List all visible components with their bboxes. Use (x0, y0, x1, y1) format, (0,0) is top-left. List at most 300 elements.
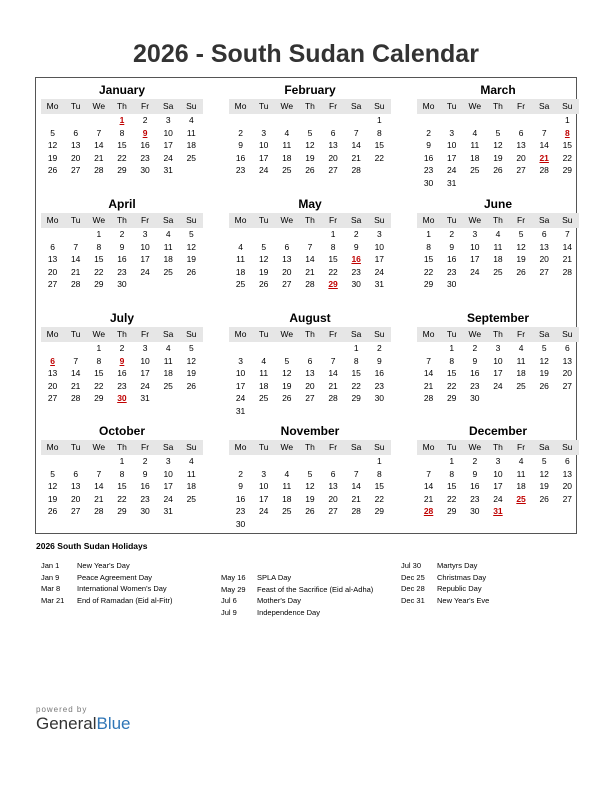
day-cell[interactable]: 6 (330, 127, 336, 138)
day-cell[interactable]: 3 (165, 115, 171, 125)
day-cell[interactable]: 5 (307, 468, 313, 479)
day-cell[interactable]: 24 (140, 266, 150, 277)
day-cell[interactable]: 20 (539, 254, 549, 264)
day-cell[interactable]: 28 (328, 393, 338, 403)
day-cell[interactable]: 20 (516, 152, 526, 163)
day-cell[interactable]: 22 (446, 493, 457, 504)
day-cell[interactable]: 6 (564, 343, 570, 353)
day-cell[interactable]: 7 (73, 241, 79, 252)
day-cell[interactable]: 11 (282, 481, 292, 491)
day-cell[interactable]: 10 (258, 481, 269, 491)
day-cell[interactable]: 9 (142, 468, 148, 479)
day-cell[interactable]: 30 (374, 393, 385, 403)
day-cell[interactable]: 3 (495, 343, 501, 353)
day-cell[interactable]: 31 (163, 506, 173, 516)
day-cell[interactable]: 7 (307, 241, 313, 252)
day-cell[interactable]: 13 (539, 241, 549, 252)
day-cell[interactable]: 12 (47, 140, 58, 150)
day-cell[interactable]: 2 (142, 115, 148, 125)
day-cell[interactable]: 11 (259, 368, 269, 378)
day-cell[interactable]: 7 (564, 229, 570, 239)
day-cell[interactable]: 25 (258, 393, 269, 403)
day-cell[interactable]: 6 (518, 127, 524, 138)
day-cell[interactable]: 15 (117, 481, 127, 491)
day-cell[interactable]: 27 (562, 380, 573, 391)
day-cell[interactable]: 2 (472, 343, 478, 353)
day-cell[interactable]: 20 (47, 266, 58, 277)
day-cell[interactable]: 8 (449, 355, 455, 366)
day-cell[interactable]: 14 (70, 254, 81, 264)
day-cell[interactable]: 30 (117, 279, 127, 289)
day-cell[interactable]: 14 (94, 140, 104, 150)
day-cell[interactable]: 2 (238, 468, 243, 479)
day-cell[interactable]: 27 (539, 266, 549, 277)
day-cell[interactable]: 26 (258, 279, 269, 289)
day-cell[interactable]: 19 (493, 152, 503, 163)
day-cell[interactable]: 10 (258, 140, 269, 150)
day-cell[interactable]: 28 (94, 165, 104, 175)
day-cell[interactable]: 17 (140, 254, 150, 264)
day-cell[interactable]: 25 (235, 279, 246, 289)
day-cell[interactable]: 11 (163, 355, 173, 366)
day-cell[interactable]: 23 (140, 152, 150, 163)
day-cell[interactable]: 27 (70, 165, 81, 175)
day-cell[interactable]: 21 (305, 266, 315, 277)
day-cell[interactable]: 20 (70, 152, 81, 163)
day-cell[interactable]: 1 (330, 229, 336, 239)
day-cell[interactable]: 4 (165, 343, 171, 353)
day-cell[interactable]: 5 (541, 343, 547, 353)
day-cell[interactable]: 25 (186, 152, 197, 163)
day-cell[interactable]: 3 (238, 355, 243, 366)
day-cell[interactable]: 12 (47, 481, 58, 491)
day-cell[interactable]: 27 (562, 493, 573, 504)
day-cell[interactable]: 18 (516, 481, 526, 491)
day-cell[interactable]: 7 (96, 468, 102, 479)
day-cell[interactable]: 5 (307, 127, 313, 138)
day-cell[interactable]: 18 (516, 368, 526, 378)
day-cell[interactable]: 22 (117, 152, 127, 163)
day-cell[interactable]: 31 (374, 279, 385, 289)
day-cell[interactable]: 18 (186, 140, 197, 150)
day-cell[interactable]: 26 (539, 493, 549, 504)
day-cell[interactable]: 15 (328, 254, 338, 264)
day-cell[interactable]: 22 (117, 493, 127, 504)
day-cell[interactable]: 10 (446, 140, 457, 150)
day-cell[interactable]: 30 (140, 165, 150, 175)
day-cell[interactable]: 4 (472, 127, 478, 138)
day-cell[interactable]: 20 (305, 380, 315, 391)
day-cell[interactable]: 18 (470, 152, 480, 163)
day-cell[interactable]: 8 (119, 127, 125, 138)
day-cell[interactable]: 26 (305, 165, 315, 175)
day-cell[interactable]: 23 (140, 493, 150, 504)
day-cell[interactable]: 18 (186, 481, 197, 491)
day-cell[interactable]: 21 (562, 254, 573, 264)
day-cell[interactable]: 4 (188, 456, 194, 466)
day-cell[interactable]: 25 (163, 266, 173, 277)
day-cell[interactable]: 22 (423, 266, 434, 277)
day-cell[interactable]: 3 (261, 127, 267, 138)
day-cell[interactable]: 28 (562, 266, 573, 277)
day-cell[interactable]: 2 (376, 343, 382, 353)
day-cell[interactable]: 23 (235, 165, 246, 175)
day-cell[interactable]: 13 (562, 468, 573, 479)
day-cell[interactable]: 19 (516, 254, 526, 264)
day-cell[interactable]: 18 (282, 152, 292, 163)
day-cell[interactable]: 22 (374, 152, 385, 163)
day-cell[interactable]: 23 (446, 266, 457, 277)
day-cell[interactable]: 14 (423, 368, 434, 378)
day-cell[interactable]: 28 (351, 506, 361, 516)
day-cell[interactable]: 5 (50, 468, 55, 479)
day-cell[interactable]: 25 (282, 165, 292, 175)
day-cell[interactable]: 24 (140, 380, 150, 391)
day-cell[interactable]: 21 (351, 493, 361, 504)
day-cell[interactable]: 9 (472, 355, 478, 366)
day-cell[interactable]: 1 (96, 229, 102, 239)
day-cell[interactable]: 13 (70, 481, 81, 491)
day-cell[interactable]: 26 (47, 165, 58, 175)
day-cell[interactable]: 6 (50, 241, 55, 252)
day-cell[interactable]: 30 (423, 177, 434, 188)
day-cell[interactable]: 14 (70, 368, 81, 378)
day-cell[interactable]: 20 (328, 152, 338, 163)
day-cell[interactable]: 3 (142, 229, 148, 239)
day-cell[interactable]: 12 (305, 140, 315, 150)
day-cell[interactable]: 29 (328, 279, 338, 289)
day-cell[interactable]: 19 (539, 368, 549, 378)
day-cell[interactable]: 1 (353, 343, 359, 353)
day-cell[interactable]: 13 (328, 140, 338, 150)
day-cell[interactable]: 10 (470, 241, 480, 252)
day-cell[interactable]: 5 (495, 127, 501, 138)
day-cell[interactable]: 3 (165, 456, 171, 466)
day-cell[interactable]: 22 (562, 152, 573, 163)
day-cell[interactable]: 24 (163, 493, 173, 504)
day-cell[interactable]: 16 (235, 493, 246, 504)
day-cell[interactable]: 7 (426, 355, 431, 366)
day-cell[interactable]: 6 (284, 241, 290, 252)
day-cell[interactable]: 30 (235, 518, 246, 529)
day-cell[interactable]: 11 (186, 468, 196, 479)
day-cell[interactable]: 12 (493, 140, 503, 150)
day-cell[interactable]: 16 (423, 152, 434, 163)
day-cell[interactable]: 2 (353, 229, 359, 239)
day-cell[interactable]: 11 (282, 140, 292, 150)
day-cell[interactable]: 26 (186, 380, 197, 391)
day-cell[interactable]: 28 (539, 165, 549, 175)
day-cell[interactable]: 2 (449, 229, 455, 239)
day-cell[interactable]: 28 (70, 279, 81, 289)
day-cell[interactable]: 27 (47, 279, 58, 289)
day-cell[interactable]: 1 (96, 343, 102, 353)
day-cell[interactable]: 20 (70, 493, 81, 504)
day-cell[interactable]: 4 (284, 127, 290, 138)
day-cell[interactable]: 14 (562, 241, 573, 252)
day-cell[interactable]: 26 (493, 165, 503, 175)
day-cell[interactable]: 1 (449, 343, 455, 353)
day-cell[interactable]: 12 (186, 241, 197, 252)
day-cell[interactable]: 22 (328, 266, 338, 277)
day-cell[interactable]: 9 (119, 355, 125, 366)
day-cell[interactable]: 31 (493, 506, 503, 516)
day-cell[interactable]: 16 (446, 254, 457, 264)
day-cell[interactable]: 16 (235, 152, 246, 163)
day-cell[interactable]: 6 (50, 355, 55, 366)
day-cell[interactable]: 10 (163, 468, 173, 479)
day-cell[interactable]: 17 (493, 368, 503, 378)
day-cell[interactable]: 29 (117, 506, 127, 516)
day-cell[interactable]: 4 (165, 229, 171, 239)
day-cell[interactable]: 5 (188, 343, 194, 353)
day-cell[interactable]: 8 (376, 468, 382, 479)
day-cell[interactable]: 8 (119, 468, 125, 479)
day-cell[interactable]: 28 (305, 279, 315, 289)
day-cell[interactable]: 29 (351, 393, 361, 403)
day-cell[interactable]: 2 (426, 127, 431, 138)
day-cell[interactable]: 27 (70, 506, 81, 516)
day-cell[interactable]: 25 (470, 165, 480, 175)
day-cell[interactable]: 17 (163, 140, 173, 150)
day-cell[interactable]: 31 (140, 393, 150, 403)
day-cell[interactable]: 21 (70, 380, 81, 391)
day-cell[interactable]: 13 (47, 254, 58, 264)
day-cell[interactable]: 12 (282, 368, 292, 378)
day-cell[interactable]: 1 (376, 456, 382, 466)
day-cell[interactable]: 9 (119, 241, 125, 252)
day-cell[interactable]: 10 (163, 127, 173, 138)
day-cell[interactable]: 8 (96, 355, 102, 366)
day-cell[interactable]: 10 (493, 355, 503, 366)
day-cell[interactable]: 19 (186, 254, 197, 264)
day-cell[interactable]: 25 (516, 380, 526, 391)
day-cell[interactable]: 15 (446, 481, 457, 491)
day-cell[interactable]: 27 (328, 165, 338, 175)
day-cell[interactable]: 31 (163, 165, 173, 175)
day-cell[interactable]: 2 (238, 127, 243, 138)
day-cell[interactable]: 28 (94, 506, 104, 516)
day-cell[interactable]: 18 (163, 254, 173, 264)
day-cell[interactable]: 31 (446, 177, 457, 188)
day-cell[interactable]: 9 (142, 127, 148, 138)
day-cell[interactable]: 17 (470, 254, 480, 264)
day-cell[interactable]: 10 (374, 241, 385, 252)
day-cell[interactable]: 4 (238, 241, 243, 252)
day-cell[interactable]: 19 (305, 493, 315, 504)
day-cell[interactable]: 9 (353, 241, 359, 252)
day-cell[interactable]: 20 (562, 481, 573, 491)
day-cell[interactable]: 3 (472, 229, 478, 239)
day-cell[interactable]: 17 (235, 380, 246, 391)
day-cell[interactable]: 19 (258, 266, 269, 277)
day-cell[interactable]: 24 (374, 266, 385, 277)
day-cell[interactable]: 27 (47, 393, 58, 403)
day-cell[interactable]: 21 (70, 266, 81, 277)
day-cell[interactable]: 21 (94, 493, 104, 504)
day-cell[interactable]: 26 (305, 506, 315, 516)
day-cell[interactable]: 23 (470, 380, 480, 391)
day-cell[interactable]: 21 (94, 152, 104, 163)
day-cell[interactable]: 23 (423, 165, 434, 175)
day-cell[interactable]: 21 (351, 152, 361, 163)
day-cell[interactable]: 23 (470, 493, 480, 504)
day-cell[interactable]: 19 (186, 368, 197, 378)
day-cell[interactable]: 16 (470, 481, 480, 491)
day-cell[interactable]: 6 (541, 229, 547, 239)
day-cell[interactable]: 11 (493, 241, 503, 252)
day-cell[interactable]: 8 (353, 355, 359, 366)
day-cell[interactable]: 12 (186, 355, 197, 366)
day-cell[interactable]: 5 (261, 241, 267, 252)
day-cell[interactable]: 21 (423, 380, 434, 391)
day-cell[interactable]: 8 (330, 241, 336, 252)
day-cell[interactable]: 28 (423, 393, 434, 403)
day-cell[interactable]: 26 (516, 266, 526, 277)
day-cell[interactable]: 24 (446, 165, 457, 175)
day-cell[interactable]: 14 (351, 481, 361, 491)
day-cell[interactable]: 11 (186, 127, 196, 138)
day-cell[interactable]: 17 (258, 152, 269, 163)
day-cell[interactable]: 24 (493, 493, 503, 504)
day-cell[interactable]: 11 (236, 254, 245, 264)
day-cell[interactable]: 23 (117, 380, 127, 391)
day-cell[interactable]: 11 (516, 468, 526, 479)
day-cell[interactable]: 22 (351, 380, 361, 391)
day-cell[interactable]: 17 (374, 254, 385, 264)
day-cell[interactable]: 19 (305, 152, 315, 163)
day-cell[interactable]: 11 (516, 355, 526, 366)
day-cell[interactable]: 24 (258, 506, 269, 516)
day-cell[interactable]: 10 (235, 368, 246, 378)
day-cell[interactable]: 3 (261, 468, 267, 479)
day-cell[interactable]: 30 (140, 506, 150, 516)
day-cell[interactable]: 8 (426, 241, 431, 252)
day-cell[interactable]: 10 (140, 355, 150, 366)
day-cell[interactable]: 25 (516, 493, 526, 504)
day-cell[interactable]: 15 (117, 140, 127, 150)
day-cell[interactable]: 26 (186, 266, 197, 277)
day-cell[interactable]: 15 (374, 481, 385, 491)
day-cell[interactable]: 8 (96, 241, 102, 252)
day-cell[interactable]: 16 (470, 368, 480, 378)
day-cell[interactable]: 4 (188, 115, 194, 125)
day-cell[interactable]: 3 (376, 229, 382, 239)
day-cell[interactable]: 12 (305, 481, 315, 491)
day-cell[interactable]: 2 (119, 229, 125, 239)
day-cell[interactable]: 23 (235, 506, 246, 516)
day-cell[interactable]: 26 (282, 393, 292, 403)
day-cell[interactable]: 29 (423, 279, 434, 289)
day-cell[interactable]: 16 (117, 254, 127, 264)
day-cell[interactable]: 5 (284, 355, 290, 366)
day-cell[interactable]: 17 (163, 481, 173, 491)
day-cell[interactable]: 9 (472, 468, 478, 479)
day-cell[interactable]: 19 (282, 380, 292, 391)
day-cell[interactable]: 16 (117, 368, 127, 378)
day-cell[interactable]: 21 (539, 152, 549, 163)
day-cell[interactable]: 16 (140, 140, 150, 150)
day-cell[interactable]: 13 (562, 355, 573, 366)
day-cell[interactable]: 13 (70, 140, 81, 150)
day-cell[interactable]: 29 (562, 165, 573, 175)
day-cell[interactable]: 26 (539, 380, 549, 391)
day-cell[interactable]: 1 (376, 115, 382, 125)
day-cell[interactable]: 20 (282, 266, 292, 277)
day-cell[interactable]: 15 (446, 368, 457, 378)
day-cell[interactable]: 18 (282, 493, 292, 504)
day-cell[interactable]: 4 (518, 456, 524, 466)
day-cell[interactable]: 5 (518, 229, 524, 239)
day-cell[interactable]: 15 (94, 254, 104, 264)
day-cell[interactable]: 18 (235, 266, 246, 277)
day-cell[interactable]: 7 (426, 468, 431, 479)
day-cell[interactable]: 24 (235, 393, 246, 403)
day-cell[interactable]: 27 (516, 165, 526, 175)
day-cell[interactable]: 23 (117, 266, 127, 277)
day-cell[interactable]: 6 (73, 468, 79, 479)
day-cell[interactable]: 2 (142, 456, 148, 466)
day-cell[interactable]: 25 (282, 506, 292, 516)
day-cell[interactable]: 14 (328, 368, 338, 378)
day-cell[interactable]: 13 (47, 368, 58, 378)
day-cell[interactable]: 1 (119, 115, 125, 125)
day-cell[interactable]: 12 (516, 241, 526, 252)
day-cell[interactable]: 1 (426, 229, 431, 239)
day-cell[interactable]: 29 (117, 165, 127, 175)
day-cell[interactable]: 10 (493, 468, 503, 479)
day-cell[interactable]: 1 (564, 115, 570, 125)
day-cell[interactable]: 10 (140, 241, 150, 252)
day-cell[interactable]: 3 (142, 343, 148, 353)
day-cell[interactable]: 1 (119, 456, 125, 466)
day-cell[interactable]: 6 (564, 456, 570, 466)
day-cell[interactable]: 18 (163, 368, 173, 378)
day-cell[interactable]: 15 (374, 140, 385, 150)
day-cell[interactable]: 11 (470, 140, 480, 150)
day-cell[interactable]: 29 (446, 506, 457, 516)
day-cell[interactable]: 6 (73, 127, 79, 138)
day-cell[interactable]: 5 (188, 229, 194, 239)
day-cell[interactable]: 16 (351, 254, 361, 264)
day-cell[interactable]: 13 (282, 254, 292, 264)
day-cell[interactable]: 9 (238, 140, 243, 150)
day-cell[interactable]: 30 (446, 279, 457, 289)
day-cell[interactable]: 15 (94, 368, 104, 378)
day-cell[interactable]: 18 (493, 254, 503, 264)
day-cell[interactable]: 13 (328, 481, 338, 491)
day-cell[interactable]: 27 (328, 506, 338, 516)
day-cell[interactable]: 25 (186, 493, 197, 504)
day-cell[interactable]: 29 (446, 393, 457, 403)
day-cell[interactable]: 12 (539, 468, 549, 479)
day-cell[interactable]: 22 (94, 266, 104, 277)
day-cell[interactable]: 5 (541, 456, 547, 466)
day-cell[interactable]: 3 (495, 456, 501, 466)
day-cell[interactable]: 4 (495, 229, 501, 239)
day-cell[interactable]: 29 (94, 279, 104, 289)
day-cell[interactable]: 28 (351, 165, 361, 175)
day-cell[interactable]: 29 (94, 393, 104, 403)
day-cell[interactable]: 24 (258, 165, 269, 175)
day-cell[interactable]: 18 (258, 380, 269, 391)
day-cell[interactable]: 16 (374, 368, 385, 378)
day-cell[interactable]: 22 (446, 380, 457, 391)
day-cell[interactable]: 28 (423, 506, 434, 516)
day-cell[interactable]: 20 (328, 493, 338, 504)
day-cell[interactable]: 7 (353, 468, 359, 479)
day-cell[interactable]: 16 (140, 481, 150, 491)
